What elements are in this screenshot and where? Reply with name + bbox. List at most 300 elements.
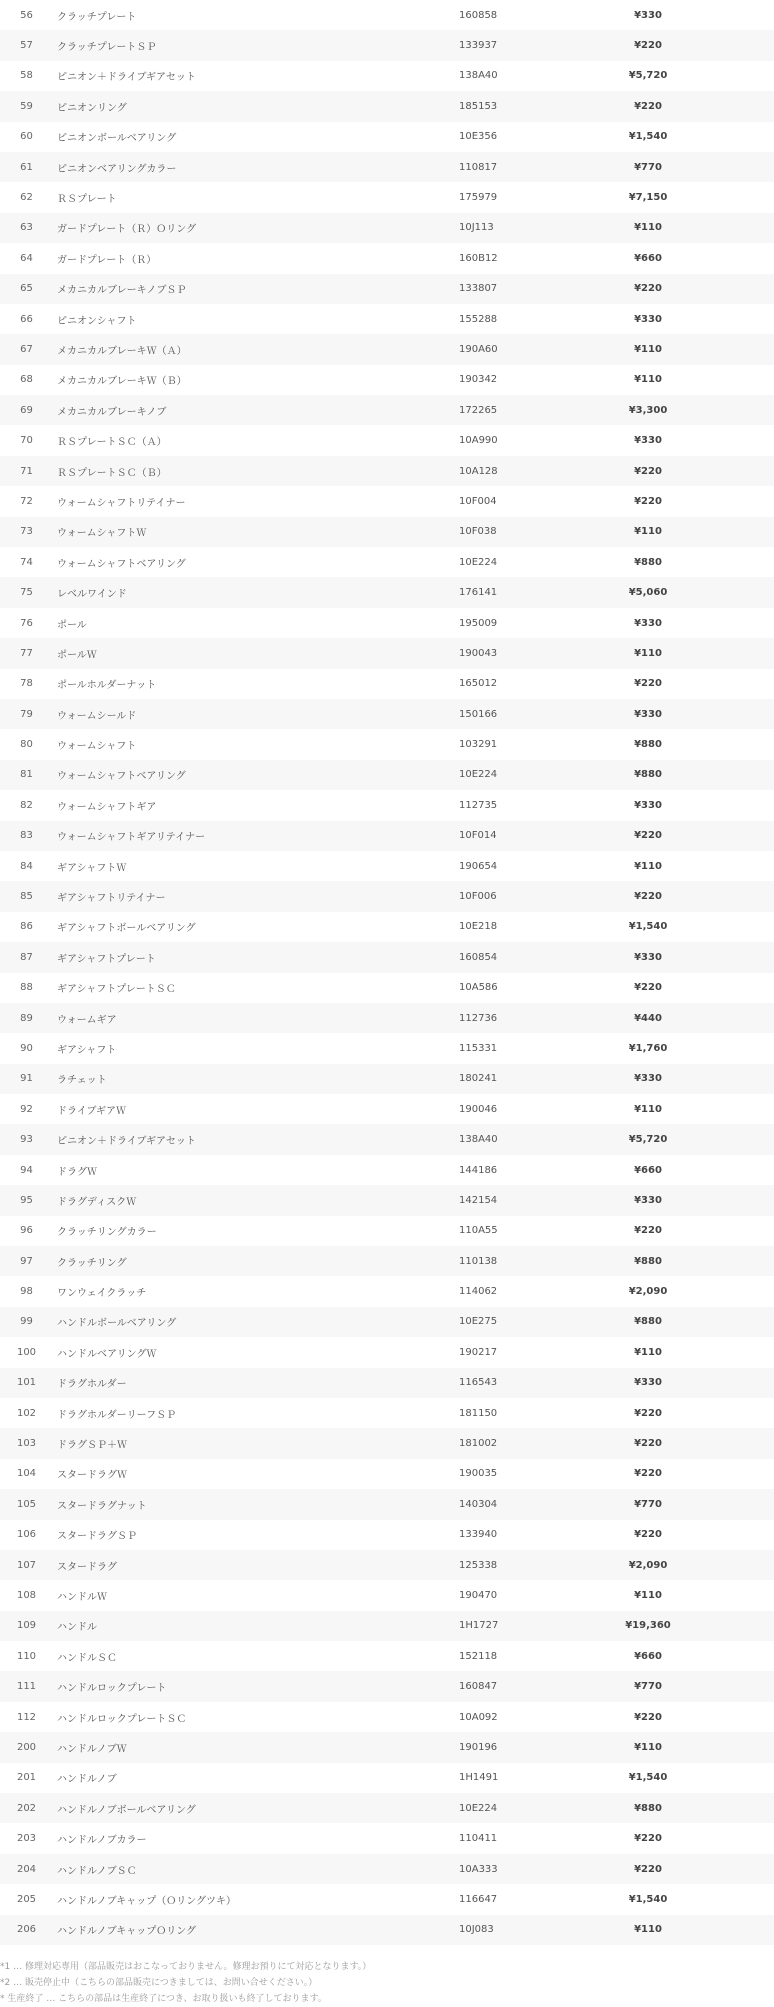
part-name: ピニオンボールベアリング [57,133,177,145]
part-price: ¥110 [634,374,662,386]
part-code: 152118 [459,1650,498,1662]
part-name: ガードプレート（Ｒ）Ｏリング [57,224,197,236]
part-price: ¥7,150 [628,192,668,204]
part-number: 67 [20,343,33,355]
part-price: ¥220 [634,678,662,690]
part-number: 206 [16,1924,37,1936]
part-price: ¥330 [634,951,662,963]
part-code: 190035 [459,1468,498,1480]
part-price: ¥330 [634,1194,662,1206]
part-number: 60 [20,131,33,143]
part-number: 70 [20,435,33,447]
part-code: 190043 [459,647,498,659]
table-row [0,1611,774,1641]
part-number: 96 [20,1225,33,1237]
table-row [0,699,774,729]
part-number: 205 [16,1893,37,1905]
part-price: ¥880 [634,1255,662,1267]
part-name: ハンドルノブキャップ（Ｏリングツキ） [57,1895,236,1907]
part-code: 133940 [459,1529,498,1541]
part-name: ハンドルＳＣ [57,1652,117,1664]
part-number: 77 [20,647,33,659]
part-code: 10J113 [459,222,494,234]
table-row [0,1216,774,1246]
table-row [0,91,774,121]
part-price: ¥220 [634,1438,662,1450]
part-price: ¥110 [634,647,662,659]
part-price: ¥220 [634,100,662,112]
part-name: ラチェット [57,1075,107,1087]
part-name: レベルワインド [57,589,127,601]
table-row [0,486,774,516]
part-name: ウォームシャフトＷ [57,528,147,540]
part-price: ¥440 [634,1012,662,1024]
part-name: ガードプレート（Ｒ） [57,254,157,266]
part-price: ¥770 [634,161,662,173]
part-name: スタードラグＷ [57,1470,127,1482]
part-name: ウォームシャフトベアリング [57,558,186,570]
part-name: ハンドルノブＳＣ [57,1865,137,1877]
part-code: 155288 [459,313,498,325]
table-row [0,1368,774,1398]
part-price: ¥110 [634,222,662,234]
part-name: ドラグＷ [57,1166,97,1178]
part-code: 160858 [459,9,498,21]
table-row [0,274,774,304]
table-row [0,1064,774,1094]
part-name: スタードラグナット [57,1500,147,1512]
part-price: ¥220 [634,465,662,477]
part-name: ギアシャフトプレート [57,953,156,965]
part-name: ＲＳプレートＳＣ（Ａ） [57,437,167,449]
part-code: 138A40 [459,1134,498,1146]
part-number: 102 [16,1407,37,1419]
part-name: メカニカルブレーキＷ（Ａ） [57,345,187,357]
part-name: ピニオン＋ドライブギアセット [57,72,196,84]
part-price: ¥220 [634,1863,662,1875]
part-code: 144186 [459,1164,498,1176]
part-code: 10E224 [459,1802,498,1814]
part-price: ¥19,360 [625,1620,671,1632]
part-number: 103 [16,1438,37,1450]
table-row [0,213,774,243]
part-name: ハンドルノブキャップＯリング [57,1926,196,1938]
part-name: ウォームシールド [57,710,137,722]
part-number: 83 [20,830,33,842]
table-row [0,1763,774,1793]
part-code: 160854 [459,951,498,963]
table-row [0,1915,774,1945]
part-number: 64 [20,252,33,264]
table-row [0,1489,774,1519]
part-number: 95 [20,1194,33,1206]
part-price: ¥220 [634,830,662,842]
part-price: ¥330 [634,799,662,811]
part-price: ¥220 [634,283,662,295]
part-name: ドラグディスクＷ [57,1196,137,1208]
table-row [0,1094,774,1124]
part-number: 73 [20,526,33,538]
part-name: クラッチプレート [57,11,137,23]
part-code: 180241 [459,1073,498,1085]
part-name: ギアシャフトＷ [57,862,127,874]
part-code: 190217 [459,1346,498,1358]
table-row [0,61,774,91]
part-number: 98 [20,1286,33,1298]
part-code: 103291 [459,739,498,751]
part-price: ¥220 [634,40,662,52]
table-row [0,1641,774,1671]
part-code: 181150 [459,1407,498,1419]
part-price: ¥110 [634,1590,662,1601]
part-code: 133807 [459,283,498,295]
part-code: 160847 [459,1681,498,1693]
part-code: 112736 [459,1012,498,1024]
table-row [0,1702,774,1732]
part-price: ¥660 [634,252,662,264]
part-name: ハンドルロックプレート [57,1683,167,1695]
table-row [0,243,774,273]
part-number: 82 [20,799,33,811]
part-name: ＲＳプレート [57,194,117,206]
table-row [0,1580,774,1610]
part-price: ¥220 [634,982,662,994]
part-number: 112 [16,1711,37,1723]
part-price: ¥110 [634,1346,662,1358]
table-row [0,425,774,455]
part-name: メカニカルブレーキノブ [57,406,167,418]
part-price: ¥770 [634,1498,662,1510]
part-code: 10E224 [459,556,498,568]
part-code: 10F038 [459,526,497,538]
part-number: 111 [16,1681,37,1693]
table-row [0,547,774,577]
part-name: ハンドルロックプレートＳＣ [57,1713,187,1725]
table-row [0,365,774,395]
part-price: ¥880 [634,556,662,568]
part-number: 75 [20,587,33,599]
table-row [0,1033,774,1063]
part-name: クラッチプレートＳＰ [57,42,157,54]
part-number: 97 [20,1255,33,1267]
part-code: 138A40 [459,70,498,82]
footnote-sales-suspended: *2 … 販売停止中（こちらの部品販売につきましては、お問い合せください。） [0,1978,318,1988]
table-row [0,1276,774,1306]
table-row [0,1307,774,1337]
table-row [0,1459,774,1489]
part-code: 10E224 [459,769,498,781]
part-number: 104 [16,1468,37,1480]
part-code: 110138 [459,1255,498,1267]
part-number: 204 [16,1863,37,1875]
table-row [0,1398,774,1428]
part-name: ＲＳプレートＳＣ（Ｂ） [57,467,167,479]
table-row [0,942,774,972]
part-price: ¥220 [634,891,662,903]
part-number: 91 [20,1073,33,1085]
part-name: ギアシャフト [57,1044,117,1056]
part-number: 107 [16,1559,37,1571]
part-code: 10A128 [459,465,498,477]
table-row [0,152,774,182]
table-row [0,1337,774,1367]
part-number: 100 [16,1346,37,1358]
part-name: スタードラグ [57,1561,117,1573]
part-code: 10F006 [459,891,497,903]
part-price: ¥660 [634,1650,662,1662]
part-price: ¥2,090 [628,1286,668,1298]
part-code: 185153 [459,100,498,112]
part-number: 81 [20,769,33,781]
part-code: 160B12 [459,252,498,264]
part-price: ¥330 [634,435,662,447]
table-row [0,1550,774,1580]
part-name: ウォームシャフトベアリング [57,771,186,783]
part-code: 133937 [459,40,498,52]
part-price: ¥1,540 [628,1893,668,1905]
table-row [0,182,774,212]
part-number: 88 [20,982,33,994]
part-number: 57 [20,40,33,52]
part-name: ポール [57,619,87,631]
part-price: ¥330 [634,617,662,629]
part-name: ドライブギアＷ [57,1105,126,1117]
part-number: 200 [16,1741,37,1753]
part-code: 10F014 [459,830,497,842]
part-code: 115331 [459,1042,498,1054]
part-price: ¥110 [634,343,662,355]
table-row [0,1793,774,1823]
part-price: ¥5,720 [628,70,668,82]
part-price: ¥220 [634,1833,662,1845]
part-name: ポールＷ [57,649,97,661]
table-row [0,638,774,668]
part-price: ¥1,540 [628,921,668,933]
table-row [0,1246,774,1276]
table-row [0,608,774,638]
table-row [0,973,774,1003]
table-row [0,790,774,820]
part-number: 201 [16,1772,37,1784]
part-name: メカニカルブレーキＷ（Ｂ） [57,376,187,388]
table-row [0,881,774,911]
part-code: 150166 [459,708,498,720]
part-code: 165012 [459,678,498,690]
table-row [0,456,774,486]
part-code: 190A60 [459,343,498,355]
part-name: ギアシャフトリテイナー [57,893,166,905]
table-row [0,1428,774,1458]
table-row [0,1823,774,1853]
table-row [0,1003,774,1033]
part-name: ウォームシャフトギアリテイナー [57,832,206,844]
part-number: 61 [20,161,33,173]
part-number: 99 [20,1316,33,1328]
part-code: 10A092 [459,1711,498,1723]
table-row [0,760,774,790]
footnote-repair-only: *1 … 修理対応専用（部品販売はおこなっておりません。修理お預りにて対応となります。） [0,1962,372,1972]
part-price: ¥770 [634,1681,662,1693]
part-number: 59 [20,100,33,112]
part-number: 202 [16,1802,37,1814]
part-price: ¥220 [634,1407,662,1419]
part-price: ¥1,540 [628,131,668,143]
part-price: ¥330 [634,1073,662,1085]
part-code: 116647 [459,1893,498,1905]
part-number: 56 [20,9,33,21]
part-code: 181002 [459,1438,498,1450]
table-row [0,1520,774,1550]
part-name: ウォームギア [57,1014,117,1026]
part-name: ハンドルベアリングＷ [57,1348,157,1360]
part-number: 68 [20,374,33,386]
table-row [0,1124,774,1154]
part-number: 109 [16,1620,37,1632]
part-number: 71 [20,465,33,477]
table-row [0,1155,774,1185]
part-code: 175979 [459,192,498,204]
table-row [0,1732,774,1762]
part-price: ¥880 [634,1316,662,1328]
part-number: 69 [20,404,33,416]
part-code: 10F004 [459,495,497,507]
table-row [0,912,774,942]
part-price: ¥880 [634,739,662,751]
table-row [0,1884,774,1914]
part-price: ¥660 [634,1164,662,1176]
part-price: ¥3,300 [628,404,668,416]
table-row [0,334,774,364]
part-name: ウォームシャフト [57,741,137,753]
part-number: 58 [20,70,33,82]
part-number: 74 [20,556,33,568]
part-number: 78 [20,678,33,690]
table-row [0,669,774,699]
part-name: ピニオンリング [57,102,127,114]
part-name: ハンドルノブボールベアリング [57,1804,196,1816]
part-price: ¥220 [634,1468,662,1480]
part-number: 86 [20,921,33,933]
part-name: ハンドルノブ [57,1774,117,1786]
part-code: 110817 [459,161,498,173]
part-code: 114062 [459,1286,498,1298]
part-number: 87 [20,951,33,963]
table-row [0,821,774,851]
part-name: クラッチリング [57,1257,127,1269]
table-row [0,1185,774,1215]
part-number: 66 [20,313,33,325]
part-price: ¥2,090 [628,1559,668,1571]
part-code: 10A586 [459,982,498,994]
part-code: 110A55 [459,1225,498,1237]
part-name: ウォームシャフトギア [57,801,157,813]
part-number: 203 [16,1833,37,1845]
part-name: ドラグＳＰ＋Ｗ [57,1440,127,1452]
part-name: ワンウェイクラッチ [57,1288,147,1300]
table-row [0,1671,774,1701]
part-price: ¥220 [634,1711,662,1723]
part-name: ハンドルノブカラー [57,1835,147,1847]
part-number: 93 [20,1134,33,1146]
part-number: 94 [20,1164,33,1176]
table-row [0,0,774,30]
part-code: 190342 [459,374,498,386]
part-number: 101 [16,1377,37,1389]
part-name: クラッチリングカラー [57,1227,157,1239]
part-name: ピニオンシャフト [57,315,137,327]
part-name: スタードラグＳＰ [57,1531,137,1543]
part-code: 10J083 [459,1924,494,1936]
part-price: ¥220 [634,1529,662,1541]
part-number: 62 [20,192,33,204]
part-price: ¥330 [634,9,662,21]
part-code: 1H1727 [459,1620,499,1632]
part-number: 76 [20,617,33,629]
table-row [0,122,774,152]
part-code: 10A333 [459,1863,498,1875]
part-name: ドラグホルダー [57,1379,127,1391]
table-row [0,517,774,547]
part-price: ¥110 [634,526,662,538]
part-name: ドラグホルダーリーフＳＰ [57,1409,177,1421]
part-code: 10E356 [459,131,498,143]
part-price: ¥330 [634,1377,662,1389]
part-code: 190196 [459,1741,498,1753]
part-number: 106 [16,1529,37,1541]
table-row [0,395,774,425]
part-code: 1H1491 [459,1772,499,1784]
part-name: ピニオンベアリングカラー [57,163,177,175]
part-code: 172265 [459,404,498,416]
part-name: ギアシャフトボールベアリング [57,923,196,935]
part-name: ポールホルダーナット [57,680,157,692]
footnote-discontinued: * 生産終了 … こちらの部品は生産終了につき、お取り扱いも終了しております。 [0,1994,327,2004]
part-price: ¥220 [634,495,662,507]
part-number: 92 [20,1103,33,1115]
part-code: 190046 [459,1103,498,1115]
part-code: 116543 [459,1377,498,1389]
part-number: 90 [20,1042,33,1054]
part-name: ハンドルノブＷ [57,1743,127,1755]
part-price: ¥330 [634,708,662,720]
part-code: 112735 [459,799,498,811]
part-number: 72 [20,495,33,507]
part-code: 10A990 [459,435,498,447]
part-number: 79 [20,708,33,720]
table-row [0,1854,774,1884]
part-price: ¥110 [634,1924,662,1936]
part-code: 110411 [459,1833,498,1845]
part-name: メカニカルブレーキノブＳＰ [57,285,187,297]
part-code: 140304 [459,1498,498,1510]
part-number: 85 [20,891,33,903]
part-name: ウォームシャフトリテイナー [57,497,186,509]
table-row [0,30,774,60]
part-code: 176141 [459,587,498,599]
part-name: ハンドルＷ [57,1592,107,1603]
table-row [0,851,774,881]
part-price: ¥110 [634,1741,662,1753]
part-price: ¥1,540 [628,1772,668,1784]
part-name: ピニオン＋ドライブギアセット [57,1136,196,1148]
table-row [0,577,774,607]
table-row [0,729,774,759]
part-price: ¥110 [634,860,662,872]
part-price: ¥880 [634,1802,662,1814]
part-code: 142154 [459,1194,498,1206]
part-number: 63 [20,222,33,234]
part-name: ハンドルボールベアリング [57,1318,177,1330]
